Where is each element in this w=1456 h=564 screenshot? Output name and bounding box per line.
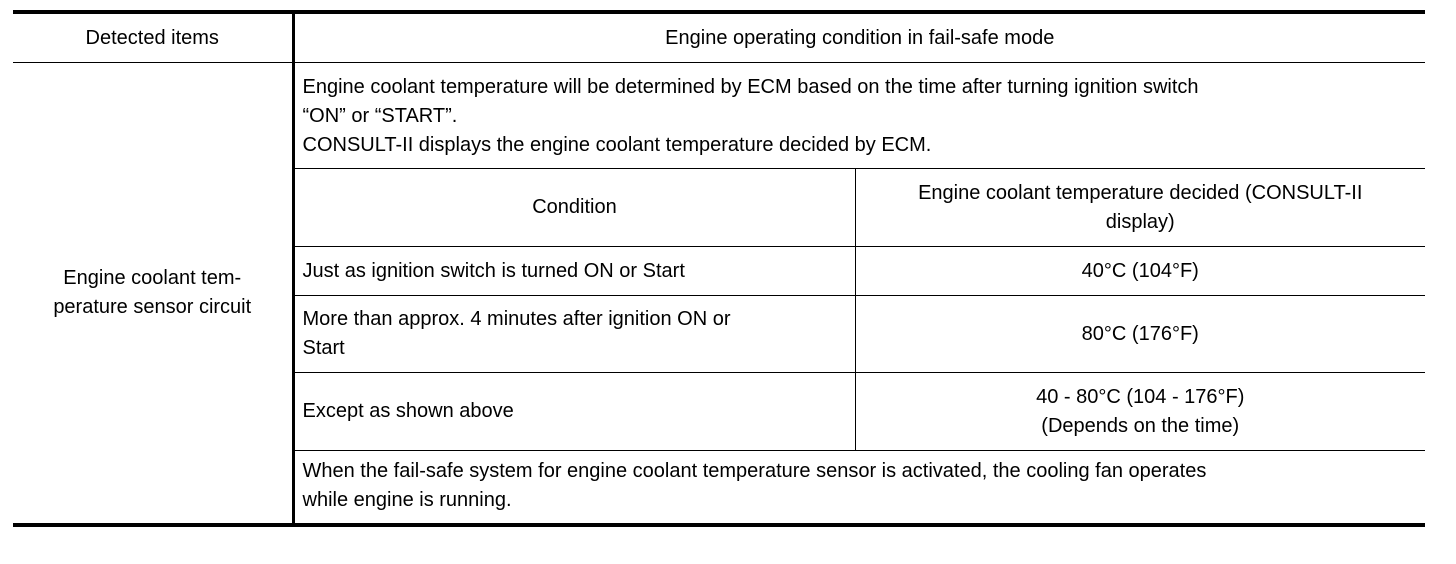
temperature-cell <box>855 373 1425 451</box>
note-line: When the fail-safe system for engine coolant temperature sensor is activated, the cooling fan operates <box>302 460 1207 482</box>
note-cell <box>293 451 1425 526</box>
operating-condition-header: Engine operating condition in fail-safe mode <box>293 12 1425 63</box>
detected-item-line: perature sensor circuit <box>53 296 252 318</box>
temperature-cell: 80°C (176°F) <box>855 296 1425 373</box>
fail-safe-table <box>13 10 1425 527</box>
temperature-header-line: Engine coolant temperature decided (CONSULT-II <box>918 181 1363 204</box>
description-cell <box>293 63 1425 169</box>
temperature-cell: 40°C (104°F) <box>855 247 1425 296</box>
condition-line: Start <box>302 337 345 359</box>
table-row <box>13 63 1425 169</box>
description-line: Engine coolant temperature will be determined by ECM based on the time after turning ignition switch <box>302 76 1199 98</box>
detected-item-line: Engine coolant tem- <box>63 267 242 289</box>
condition-cell <box>293 296 855 373</box>
note-line: while engine is running. <box>302 489 512 511</box>
condition-line: More than approx. 4 minutes after ignition ON or <box>302 308 731 330</box>
condition-header: Condition <box>293 169 855 247</box>
table-header-row <box>13 12 1425 63</box>
detected-items-header: Detected items <box>13 12 293 63</box>
condition-cell: Just as ignition switch is turned ON or Start <box>293 247 855 296</box>
temperature-header <box>855 169 1425 247</box>
condition-cell: Except as shown above <box>293 373 855 451</box>
temperature-header-line: display) <box>1105 210 1175 233</box>
description-line: “ON” or “START”. <box>302 105 458 127</box>
detected-item-cell <box>13 63 293 526</box>
description-line: CONSULT-II displays the engine coolant temperature decided by ECM. <box>302 134 932 156</box>
temperature-line: (Depends on the time) <box>1041 414 1240 437</box>
temperature-line: 40 - 80°C (104 - 176°F) <box>1036 385 1245 408</box>
